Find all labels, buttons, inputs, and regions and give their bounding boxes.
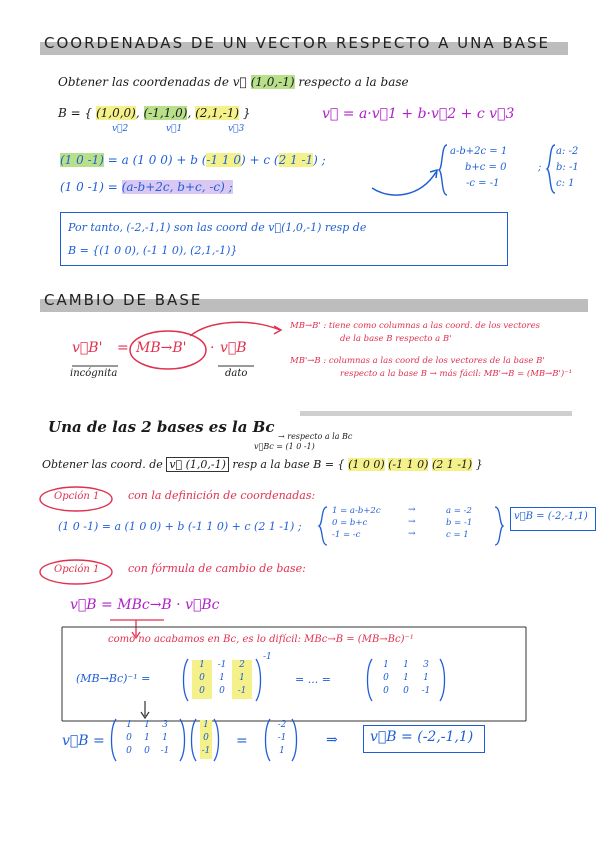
s1-eq1 (60, 153, 326, 167)
s3-final-lhs: v⃗B = (62, 733, 105, 749)
s3-opt1-arrow-3: → (408, 529, 416, 539)
matrix-b-cell: 1 (403, 673, 409, 683)
s1-sys-3: -c = -1 (466, 178, 500, 189)
s1-eq2 (60, 180, 233, 194)
vec-in-row (200, 746, 212, 759)
s1-eq1-rhs1: = a (1 0 0) + b ( (107, 153, 207, 167)
s3-annot2: v⃗Bc = (1 0 -1) (254, 442, 315, 451)
s3-opt1-sys-3: -1 = -c (332, 530, 361, 540)
matrix-c-cell: -1 (160, 746, 170, 756)
s3-implies-arrow: ⇒ (326, 732, 338, 748)
s3-vec-in (190, 718, 220, 762)
matrix-b-cell: 1 (423, 673, 429, 683)
vec-out-row (272, 733, 292, 746)
matrix-c-cell: 1 (126, 720, 132, 730)
section2-title: CAMBIO DE BASE (44, 291, 203, 309)
s1-sol-a: a: -2 (556, 146, 579, 157)
s1-sub1: v⃗2 (112, 124, 129, 134)
matrix-a-cell: -1 (217, 660, 227, 670)
s3-inv-lhs: (MB→Bc)⁻¹ = (76, 672, 151, 685)
matrix-b-cell: 0 (383, 673, 389, 683)
matrix-b-cell: 3 (423, 660, 429, 670)
s3-inv-exp: -1 (263, 652, 272, 662)
matrix-c-row (120, 720, 176, 733)
matrix-a-cell: 0 (192, 686, 212, 699)
s1-base-b1: (1,0,0) (95, 106, 136, 120)
vec-out-row (272, 720, 292, 733)
s3-line1-mid: resp a la base (232, 458, 310, 471)
matrix-a-cell: 0 (219, 686, 225, 696)
s1-conclusion-2: B = {(1 0 0), (-1 1 0), (2,1,-1)} (68, 244, 238, 257)
s2-incognita: incógnita (70, 368, 118, 379)
vec-out-row (272, 746, 292, 759)
matrix-c-cell: 1 (162, 733, 168, 743)
s1-line1-suffix: respecto a la base (298, 75, 409, 89)
matrix-b-cell: 1 (383, 660, 389, 670)
s3-opt1-brace-icon (318, 506, 328, 546)
section1-title: COORDENADAS DE UN VECTOR RESPECTO A UNA BASE (44, 34, 550, 52)
s1-sys-1: a-b+2c = 1 (450, 146, 508, 157)
s1-eq1-c: 2 1 -1 (278, 153, 314, 167)
matrix-a-cell: -1 (232, 686, 252, 699)
s3-vec-out (264, 718, 298, 762)
s3-opt2-text: con fórmula de cambio de base: (128, 562, 306, 575)
matrix-b-row (376, 673, 436, 686)
vec-in-row (200, 733, 212, 746)
s3-formula: v⃗B = MBc→B · v⃗Bc (70, 597, 220, 613)
s3-opt1-sol-2: b = -1 (446, 518, 473, 528)
s3-opt1-close-brace-icon (494, 506, 504, 546)
s1-sub2: v⃗1 (166, 124, 183, 134)
s2-vB-prime: v⃗B' (72, 340, 103, 356)
vec-out-cell: 1 (279, 746, 285, 756)
s1-sol-brace-icon (546, 144, 556, 194)
matrix-b-cell: -1 (421, 686, 431, 696)
s2-M: MB→B' (136, 340, 187, 356)
s1-eq2-lhs: (1 0 -1) = (60, 180, 118, 194)
s1-sol-sep: ; (538, 162, 542, 173)
matrix-c-cell: 0 (126, 733, 132, 743)
matrix-a-row (192, 660, 252, 673)
s3-final-result: v⃗B = (-2,-1,1) (370, 729, 474, 745)
section3-title-highlight (300, 411, 572, 416)
vec-out-cell: -1 (277, 733, 287, 743)
s1-sys-brace-icon (438, 144, 448, 196)
s3-opt1-label: Opción 1 (54, 491, 100, 502)
s3-line1 (42, 458, 483, 471)
matrix-c-cell: 0 (126, 746, 132, 756)
s3-b2: (-1 1 0) (388, 458, 429, 471)
matrix-a-row (192, 686, 252, 699)
s3-annot1: → respecto a la Bc (278, 432, 353, 441)
matrix-a-cell: 1 (219, 673, 225, 683)
s1-line1-prefix: Obtener las coordenadas de (58, 75, 229, 89)
matrix-c-cell: 1 (144, 733, 150, 743)
s3-opt1-sol-3: c = 1 (446, 530, 469, 540)
s3-opt1-sys-2: 0 = b+c (332, 518, 368, 528)
s2-note1a: MB→B' : tiene como columnas a las coord. de los vectores (290, 321, 540, 331)
s1-eq1-end: ) ; (313, 153, 326, 167)
s1-vector-coords: (1,0,-1) (250, 75, 295, 89)
s2-dot: · (210, 340, 215, 356)
matrix-c-cell: 0 (144, 746, 150, 756)
s3-opt1-text: con la definición de coordenadas: (128, 489, 316, 502)
matrix-a-cell: 0 (192, 673, 212, 686)
matrix-b-row (376, 660, 436, 673)
s1-eq1-rhs2: ) + c ( (240, 153, 279, 167)
s1-sub3: v⃗3 (228, 124, 245, 134)
s2-curve-arrow-icon (180, 318, 290, 348)
s1-base-close: } (242, 106, 251, 120)
s3-base: B = { (313, 458, 345, 471)
s1-eq1-b: -1 1 0 (206, 153, 241, 167)
s3-line1-prefix: Obtener las coord. de (42, 458, 163, 471)
s3-base-close: } (475, 458, 483, 471)
s1-base-label: B = { (58, 106, 93, 120)
s1-base-line: B = { (1,0,0), (-1,1,0), (2,1,-1) } (58, 106, 251, 120)
s1-eq2-rhs: (a-b+2c, b+c, -c) ; (121, 180, 233, 194)
s3-final-eq: = (236, 733, 248, 749)
matrix-a-cell: 1 (232, 673, 252, 686)
s1-eq1-lhs: (1 0 -1) (60, 153, 104, 167)
s1-vector-v: v⃗ (232, 75, 247, 89)
matrix-b-cell: 1 (403, 660, 409, 670)
vec-in-row (200, 720, 212, 733)
matrix-c-cell: 3 (162, 720, 168, 730)
matrix-c-cell: 1 (144, 720, 150, 730)
s3-matrix-a (182, 658, 262, 702)
vec-in-cell: -1 (201, 746, 211, 756)
s1-conclusion-1: Por tanto, (-2,-1,1) son las coord de v⃗(1,0,-1) resp de (68, 221, 367, 234)
vec-in-cell: 1 (203, 720, 209, 730)
s3-opt2-label: Opción 1 (54, 564, 100, 575)
matrix-a-cell: 2 (232, 660, 252, 673)
s1-sol-b: b: -1 (556, 162, 579, 173)
s1-base-b2: (-1,1,0) (143, 106, 188, 120)
s1-base-b3: (2,1,-1) (195, 106, 240, 120)
s3-opt1-arrow-2: → (408, 517, 416, 527)
s1-lincomb: v⃗ = a·v⃗1 + b·v⃗2 + c v⃗3 (322, 106, 515, 122)
matrix-a-row (192, 673, 252, 686)
matrix-b-cell: 0 (383, 686, 389, 696)
s3-b1: (1 0 0) (348, 458, 385, 471)
s3-b3: (2 1 -1) (431, 458, 473, 471)
s2-note2a: MB'→B : columnas a las coord de los vectores de la base B' (290, 356, 545, 366)
s3-note: como no acabamos en Bc, es lo difícil: MBc→B = (MB→Bc)⁻¹ (108, 634, 414, 645)
s3-opt1-result: v⃗B = (-2,-1,1) (514, 511, 588, 522)
vec-out-cell: -2 (277, 720, 287, 730)
s2-note1b: de la base B respecto a B' (340, 334, 452, 344)
s3-matrix-b (366, 658, 446, 702)
matrix-b-row (376, 686, 436, 699)
s3-opt1-sys-1: 1 = a-b+2c (332, 506, 381, 516)
s3-v: v⃗ (1,0,-1) (166, 457, 229, 472)
s2-vB: v⃗B (220, 340, 247, 356)
vec-in-cell: 0 (203, 733, 209, 743)
matrix-a-cell: 1 (192, 660, 212, 673)
s3-down-arrow-icon (140, 700, 150, 720)
s1-line1 (58, 75, 409, 89)
s3-opt1-eq: (1 0 -1) = a (1 0 0) + b (-1 1 0) + c (2 1 -1) ; (58, 520, 302, 533)
s3-matrix-c (110, 718, 186, 762)
s1-sol-c: c: 1 (556, 178, 575, 189)
s1-sys-2: b+c = 0 (465, 162, 507, 173)
matrix-c-row (120, 746, 176, 759)
s2-dato: dato (225, 368, 248, 379)
s2-note2b: respecto a la base B → más fácil: MB'→B = (MB→B')⁻¹ (340, 369, 573, 379)
matrix-c-row (120, 733, 176, 746)
section3-title: Una de las 2 bases es la Bc (48, 418, 275, 436)
s2-equals: = (117, 340, 129, 356)
matrix-b-cell: 0 (403, 686, 409, 696)
s3-opt1-arrow-1: → (408, 505, 416, 515)
s3-opt1-sol-1: a = -2 (446, 506, 472, 516)
s3-dots: = ... = (295, 673, 331, 686)
